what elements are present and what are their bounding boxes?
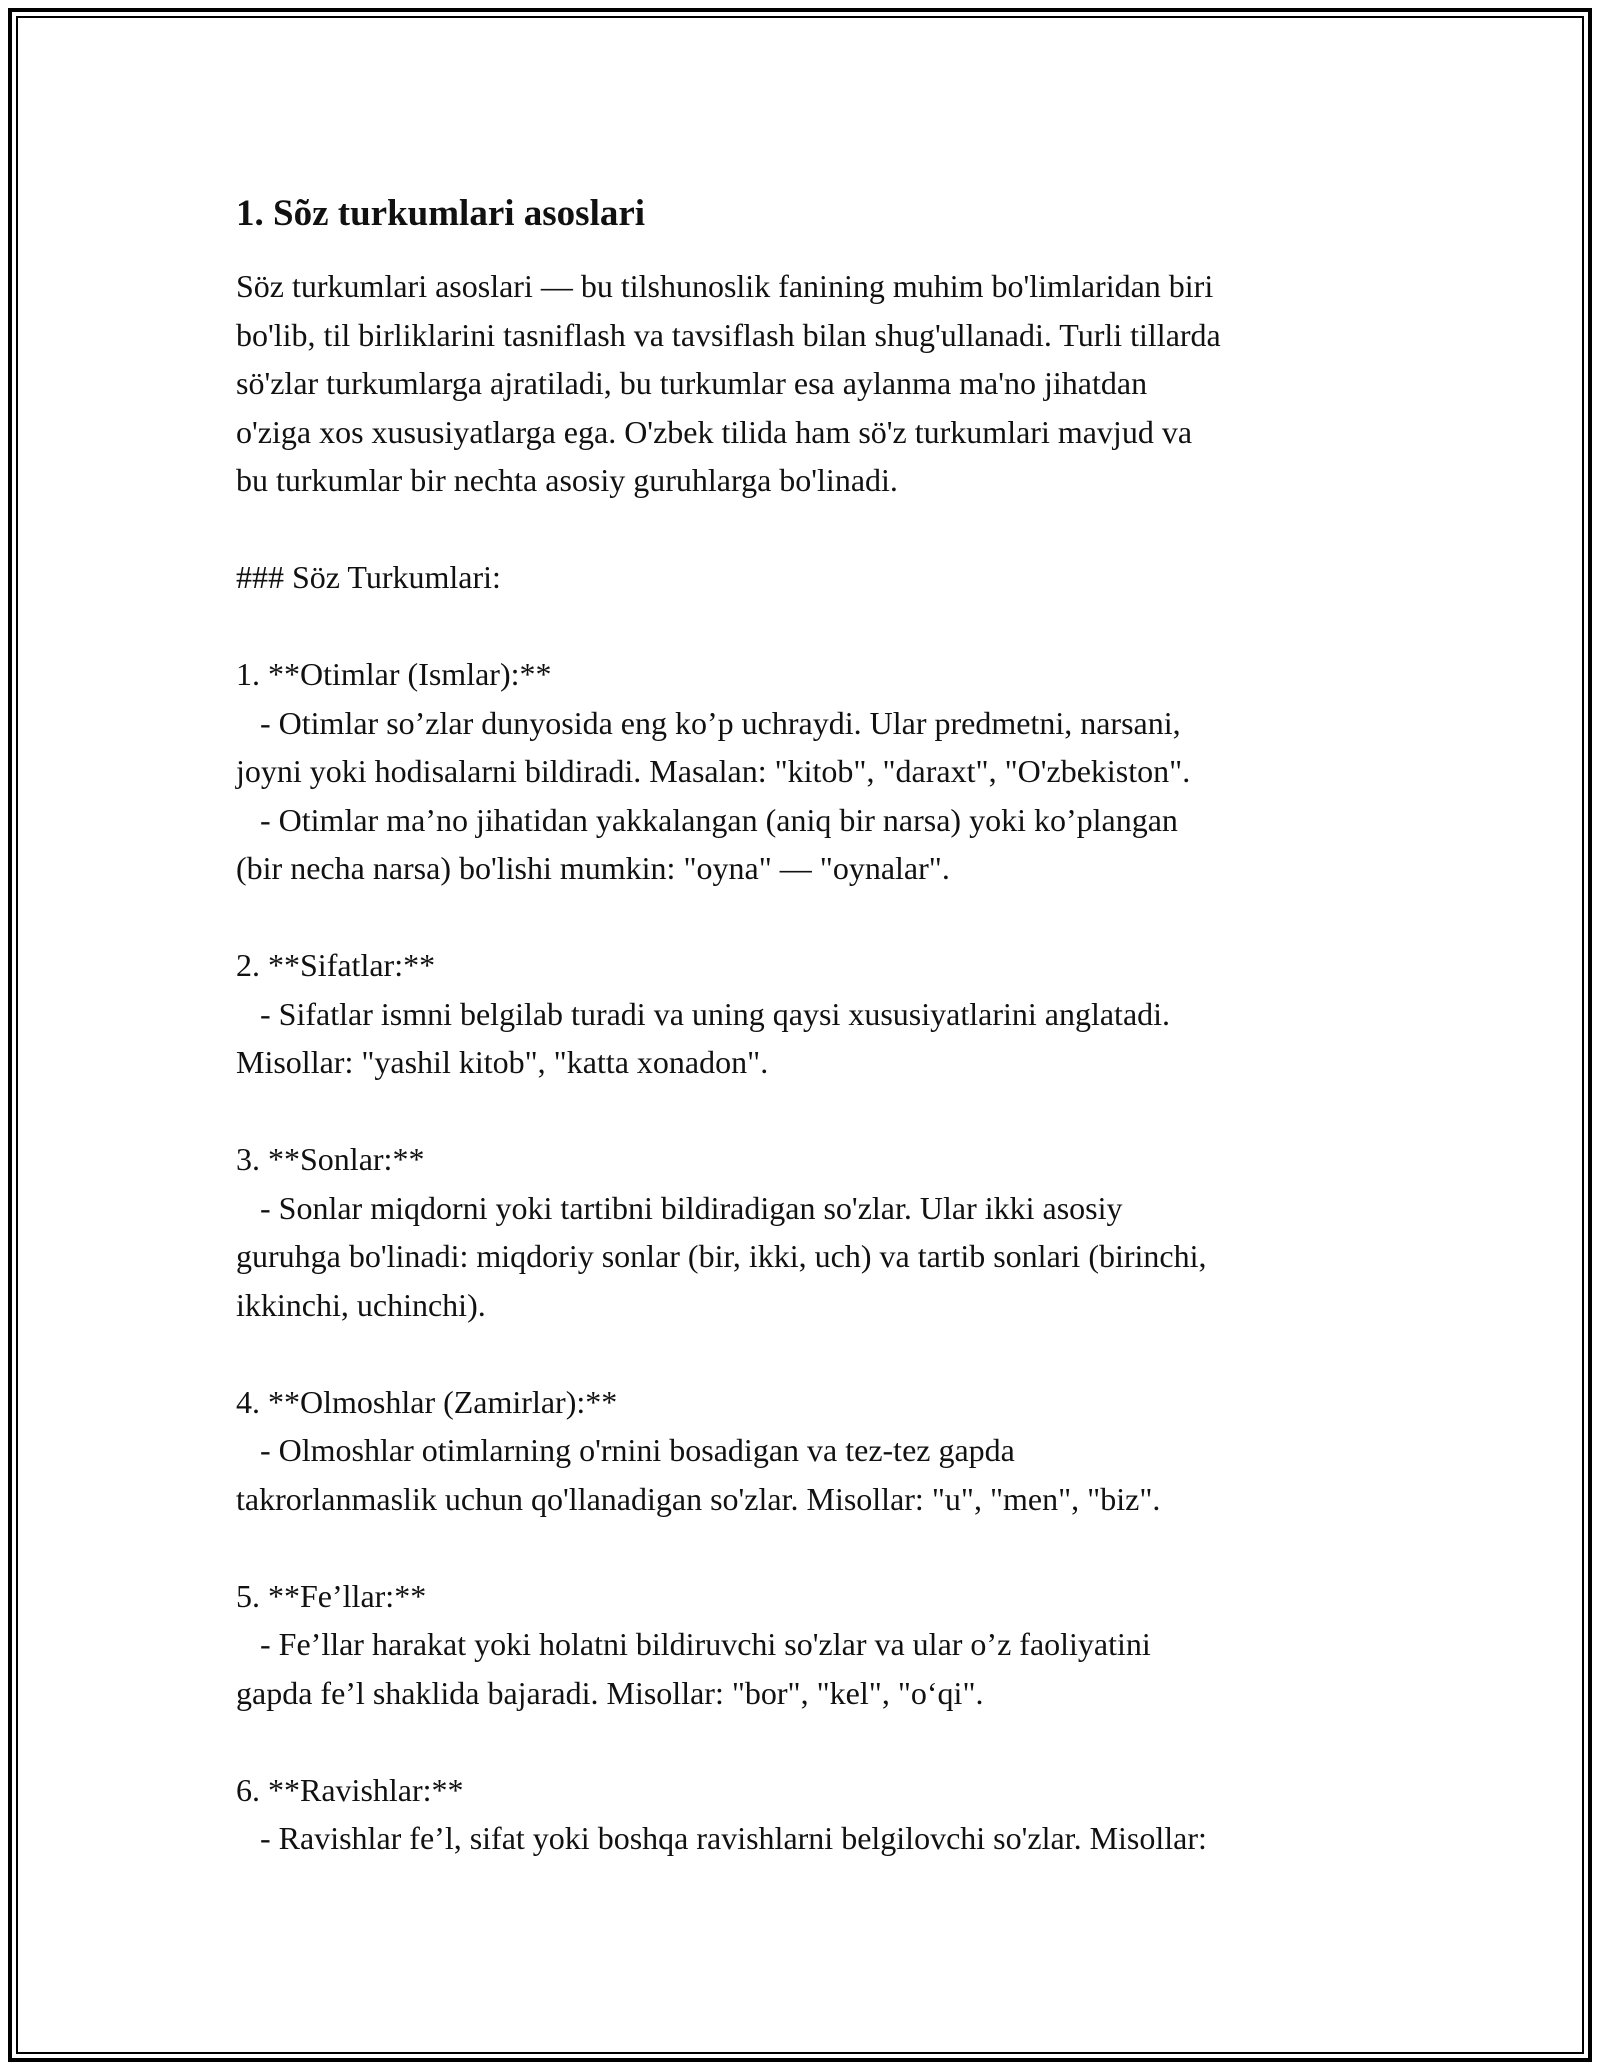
list-item-heading: 5. **Fe’llar:**: [236, 1577, 427, 1614]
list-item-line: (bir necha narsa) bo'lishi mumkin: "oyna" — "oynalar".: [236, 850, 950, 886]
spacer: [236, 1329, 1386, 1378]
intro-line: bo'lib, til birliklarini tasniflash va tavsiflash bilan shug'ullanadi. Turli tillarda: [236, 316, 1221, 353]
list-item-line: ikkinchi, uchinchi).: [236, 1286, 486, 1323]
spacer: [236, 505, 1386, 554]
list-item: [236, 941, 1386, 1087]
list-item-heading: 6. **Ravishlar:**: [236, 1771, 464, 1808]
list-item-line: - Sifatlar ismni belgilab turadi va uning qaysi xususiyatlarini anglatadi.: [236, 995, 1171, 1032]
spacer: [236, 893, 1386, 942]
intro-line: sö'zlar turkumlarga ajratiladi, bu turkumlar esa aylanma ma'no jihatdan: [236, 365, 1148, 401]
document-body: [236, 188, 1386, 1863]
list-item-line: - Otimlar so’zlar dunyosida eng ko’p uchraydi. Ular predmetni, narsani,: [236, 704, 1181, 741]
intro-line: o'ziga xos xususiyatlarga ega. O'zbek tilida ham sö'z turkumlari mavjud va: [236, 413, 1193, 450]
list-item-line: guruhga bo'linadi: miqdoriy sonlar (bir, ikki, uch) va tartib sonlari (birinchi,: [236, 1238, 1207, 1274]
list-item-heading: 2. **Sifatlar:**: [236, 947, 436, 983]
list-item-heading: 1. **Otimlar (Ismlar):**: [236, 656, 552, 692]
spacer: [236, 1523, 1386, 1572]
document-title: 1. Sõz turkumlari asoslari: [236, 193, 646, 234]
spacer: [236, 1087, 1386, 1136]
list-item-line: gapda fe’l shaklida bajaradi. Misollar: "bor", "kel", "o‘qi".: [236, 1674, 984, 1711]
spacer: [236, 602, 1386, 651]
list-item-heading: 3. **Sonlar:**: [236, 1141, 425, 1177]
list-item-line: Misollar: "yashil kitob", "katta xonadon".: [236, 1044, 769, 1080]
list-item: [236, 1378, 1386, 1524]
intro-paragraph: [236, 262, 1386, 505]
list-item-line: - Sonlar miqdorni yoki tartibni bildiradigan so'zlar. Ular ikki asosiy: [236, 1189, 1123, 1226]
section-heading: ### Söz Turkumlari:: [236, 559, 501, 595]
intro-line: bu turkumlar bir nechta asosiy guruhlarga bo'linadi.: [236, 462, 898, 498]
list-item: [236, 650, 1386, 893]
list-item: [236, 1766, 1386, 1863]
list-item-line: joyni yoki hodisalarni bildiradi. Masalan: "kitob", "daraxt", "O'zbekiston".: [236, 753, 1191, 789]
list-item-line: - Olmoshlar otimlarning o'rnini bosadigan va tez-tez gapda: [236, 1432, 1015, 1468]
list-item: [236, 1135, 1386, 1329]
list-item-line: - Ravishlar fe’l, sifat yoki boshqa ravishlarni belgilovchi so'zlar. Misollar:: [236, 1820, 1207, 1856]
intro-line: Söz turkumlari asoslari — bu tilshunoslik fanining muhim bo'limlaridan biri: [236, 268, 1214, 304]
list-item-heading: 4. **Olmoshlar (Zamirlar):**: [236, 1383, 618, 1420]
list-item-line: - Otimlar ma’no jihatidan yakkalangan (aniq bir narsa) yoki ko’plangan: [236, 801, 1178, 838]
spacer: [236, 1717, 1386, 1766]
list-item-line: - Fe’llar harakat yoki holatni bildiruvchi so'zlar va ular o’z faoliyatini: [236, 1626, 1151, 1662]
list-item-line: takrorlanmaslik uchun qo'llanadigan so'zlar. Misollar: "u", "men", "biz".: [236, 1480, 1161, 1517]
list-item: [236, 1572, 1386, 1718]
